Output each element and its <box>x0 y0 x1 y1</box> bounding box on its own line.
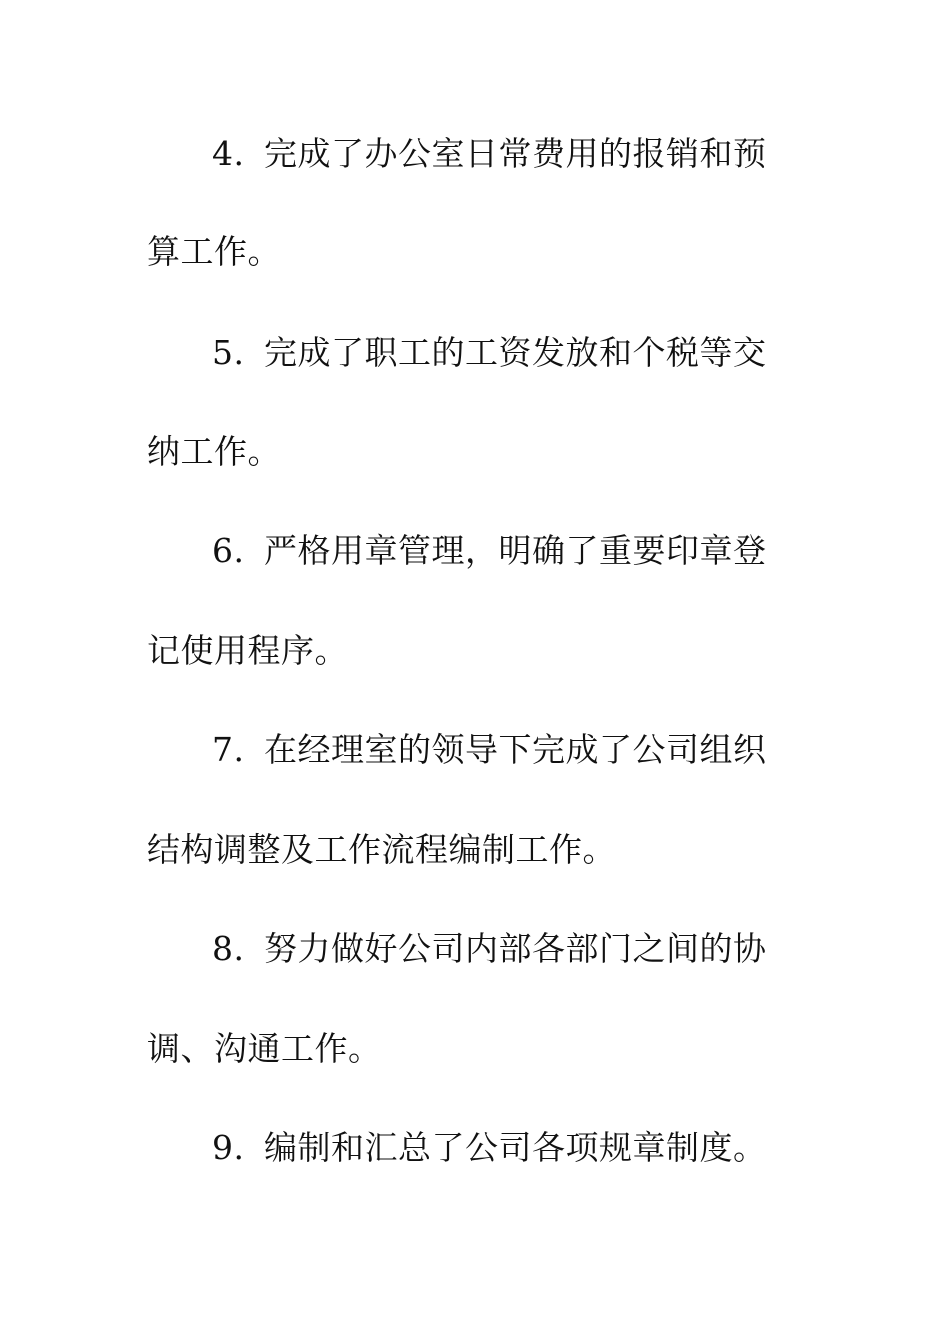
list-item-text: 完成了职工的工资发放和个税等交 <box>264 333 767 372</box>
list-item-number: 9. <box>212 1128 245 1167</box>
list-item-text: 严格用章管理，明确了重要印章登 <box>264 531 767 570</box>
list-item-text: 努力做好公司内部各部门之间的协 <box>264 929 767 968</box>
list-item-4-line-1 <box>212 134 767 174</box>
list-item-8-line-1 <box>212 929 767 969</box>
list-item-7-line-2: 结构调整及工作流程编制工作。 <box>147 830 616 869</box>
list-item-9-line-1 <box>212 1128 767 1168</box>
list-item-8-line-2: 调、沟通工作。 <box>147 1029 382 1068</box>
list-item-5-line-2: 纳工作。 <box>147 432 281 471</box>
list-item-5-line-1 <box>212 333 767 373</box>
list-item-number: 4. <box>212 134 245 173</box>
list-item-7-line-1 <box>212 730 767 770</box>
list-item-number: 8. <box>212 929 245 968</box>
list-item-text: 完成了办公室日常费用的报销和预 <box>264 134 767 173</box>
list-item-number: 7. <box>212 730 245 769</box>
list-item-number: 5. <box>212 333 245 372</box>
list-item-number: 6. <box>212 531 245 570</box>
list-item-6-line-2: 记使用程序。 <box>147 631 348 670</box>
list-item-text: 在经理室的领导下完成了公司组织 <box>264 730 767 769</box>
list-item-4-line-2: 算工作。 <box>147 232 281 271</box>
list-item-6-line-1 <box>212 531 767 571</box>
list-item-text: 编制和汇总了公司各项规章制度。 <box>264 1128 767 1167</box>
